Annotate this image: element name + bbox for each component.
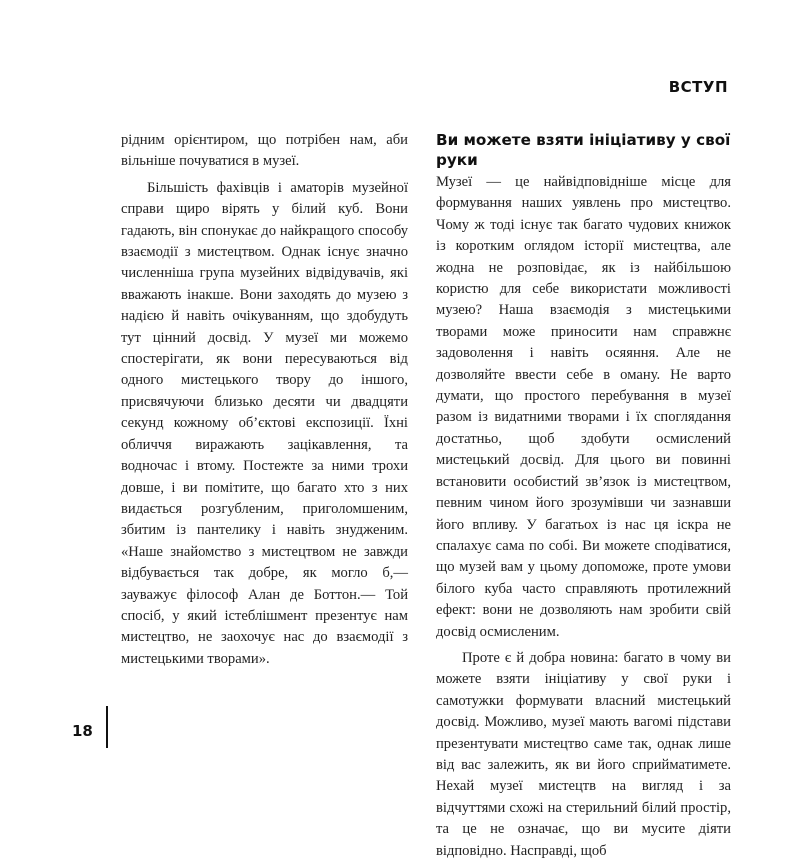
- paragraph: Проте є й добра новина: багато в чому ви можете взяти ініціативу у свої руки і самотужки формувати власний мистецький досвід. Можливо, музеї мають вагомі підстави презентувати мистецтво саме так, однак лише від вас залежить, як ви його сприйматимете. Нехай музеї мистецтв на вигляд і за відчуттями схожі на стерильний білий простір, та це не означає, що ви мусите діяти відповідно. Насправді, щоб: [436, 649, 731, 859]
- running-head-section-title: ВСТУП: [668, 78, 728, 96]
- left-text-column: [121, 130, 408, 670]
- paragraph-continuation: рідним орієнтиром, що потрібен нам, аби вільніше почуватися в музеї.: [121, 132, 408, 170]
- paragraph: Більшість фахівців і аматорів музейної справи щиро вірять у білий куб. Вони гадають, він спонукає до найкращого способу взаємодії з мистецтвом. Однак існує значно численніша група музейних відвідувачів, які вважають інакше. Вони заходять до музею з надією й навіть очікуванням, що здобудуть тут цінний досвід. У музеї ми можемо спостерігати, як вони пересуваються від одного мистецького твору до іншого, присвячуючи близько десяти чи двадцяти секунд кожному об’єктові експозиції. Їхні обличчя виражають зацікавлення, та водночас і втому. Постежте за ними трохи довше, і ви помітите, що багато хто з них видається розгубленим, приголомшеним, збитим із пантелику і навіть знудженим. «Наше знайомство з мистецтвом не завжди відбувається так добре, як могло б,— зауважує філософ Алан де Боттон.— Той спосіб, у який істеблішмент презентує нам мистецтво, не заохочує нас до взаємодії з мистецькими творами».: [121, 179, 408, 667]
- right-text-column: [436, 130, 731, 862]
- section-heading: Ви можете взяти ініціативу у свої руки: [436, 131, 731, 169]
- paragraph: Музеї — це найвідповідніше місце для формування наших уявлень про мистецтво. Чому ж тоді існує так багато чудових книжок із коротким оглядом історії мистецтва, але жодна не розповідає, як із найбільшою користю для себе використати можливості музею? Наша взаємодія з мистецькими творами може приносити нам справжнє задоволення і навіть осяяння. Але не дозволяйте ввести себе в оману. Не варто думати, що простого перебування в музеї разом із видатними творами і їх споглядання достатньо, щоб здобути осмислений мистецький досвід. Для цього ви повинні встановити особистий зв’язок із мистецтвом, певним чином його зрозумівши чи зазнавши його впливу. У багатьох із нас ця іскра не спалахує сама по собі. Ви можете сподіватися, що музей вам у цьому допоможе, проте умови білого куба часто справляють протилежний ефект: вони не дозволяють нам зробити свій досвід осмисленим.: [436, 174, 731, 640]
- page-number-rule: [106, 706, 108, 748]
- page-number: 18: [72, 722, 93, 740]
